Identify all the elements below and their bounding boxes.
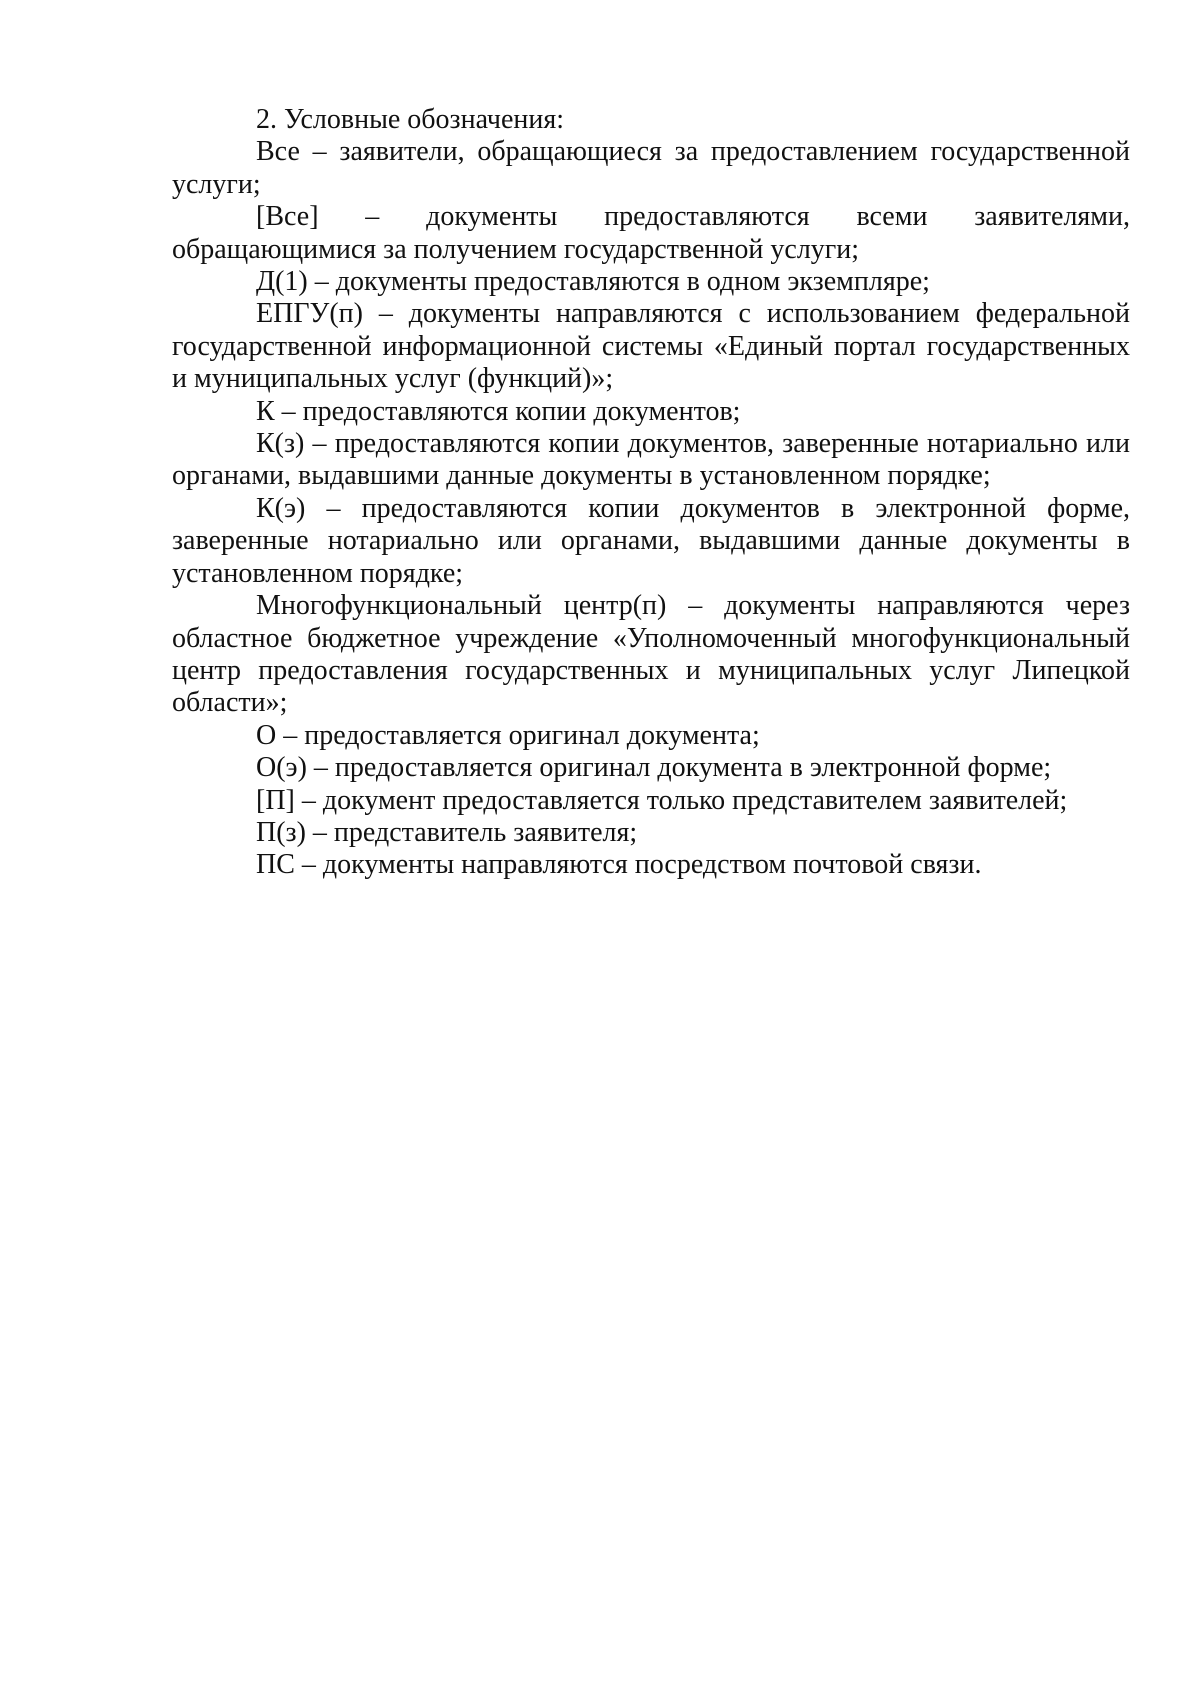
legend-entry-p: [П] – документ предоставляется только представителем заявителей;: [256, 784, 1068, 816]
legend-entry-all: Все – заявители, обращающиеся за предоставлением государственной услуги;: [172, 136, 1130, 200]
legend-entry-mfc: Многофункциональный центр(п) – документы направляются через областное бюджетное учреждение «Уполномоченный многофункциональный центр предоставления государственных и муниципальных услуг Липецкой области»;: [172, 590, 1130, 719]
legend-entry-kz: К(з) – предоставляются копии документов, заверенные нотариально или органами, выдавшими данные документы в установленном порядке;: [172, 428, 1130, 492]
legend-entry-ps: ПС – документы направляются посредством почтовой связи.: [256, 849, 982, 881]
legend-entry-ke: К(э) – предоставляются копии документов в электронной форме, заверенные нотариально или органами, выдавшими данные документы в установленном порядке;: [172, 492, 1130, 589]
legend-entry-epgu: ЕПГУ(п) – документы направляются с использованием федеральной государственной информационной системы «Единый портал государственных и муниципальных услуг (функций)»;: [172, 298, 1130, 395]
legend-entry-oe: О(э) – предоставляется оригинал документа в электронной форме;: [256, 752, 1052, 784]
section-heading: 2. Условные обозначения:: [256, 104, 565, 135]
legend-entry-all-bracketed: [Все] – документы предоставляются всеми заявителями, обращающимися за получением государственной услуги;: [172, 201, 1130, 265]
document-body: [172, 104, 1130, 882]
legend-entry-k: К – предоставляются копии документов;: [256, 395, 741, 427]
legend-entry-o: О – предоставляется оригинал документа;: [256, 719, 760, 751]
legend-entry-pz: П(з) – представитель заявителя;: [256, 816, 638, 848]
legend-entry-d1: Д(1) – документы предоставляются в одном экземпляре;: [256, 266, 930, 298]
